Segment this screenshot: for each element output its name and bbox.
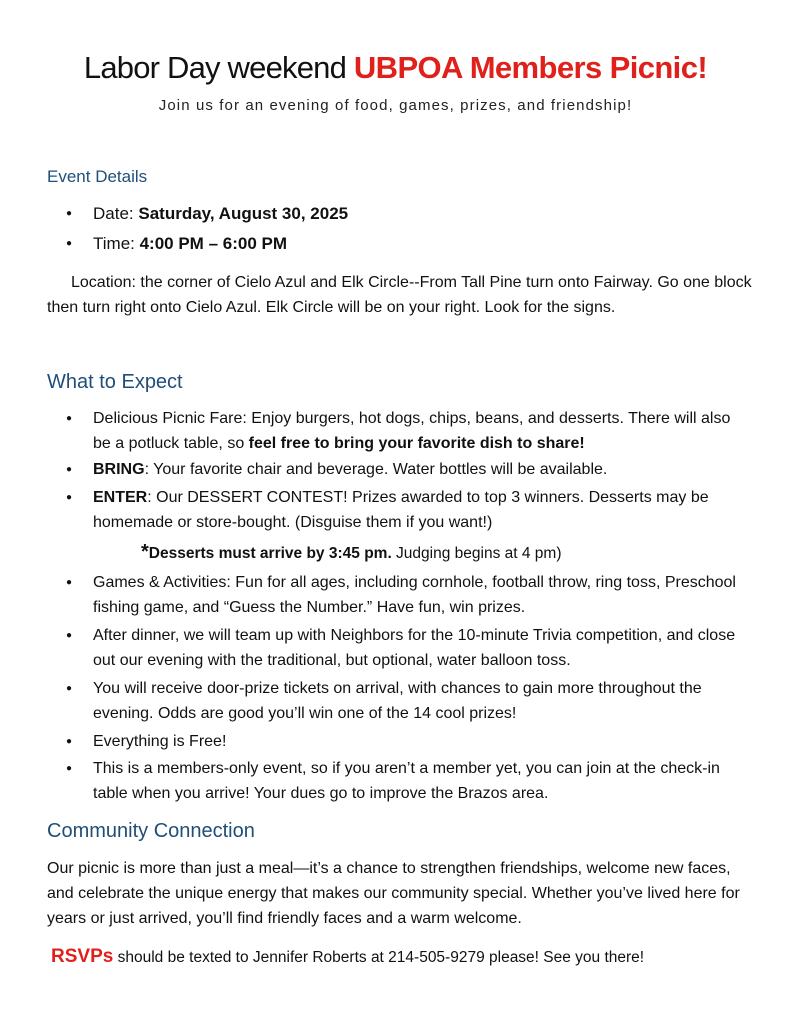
list-item-time bbox=[66, 231, 743, 256]
note-bold: Desserts must arrive by 3:45 pm. bbox=[148, 545, 392, 562]
title-highlight: UBPOA Members Picnic! bbox=[353, 50, 708, 85]
subtitle: Join us for an evening of food, games, prizes, and friendship! bbox=[158, 97, 633, 114]
note-star: * bbox=[141, 541, 149, 563]
list-item-enter bbox=[66, 485, 743, 535]
event-details-heading: Event Details bbox=[47, 167, 148, 186]
list-item-free bbox=[66, 729, 743, 754]
rsvp-line bbox=[51, 944, 644, 971]
community-heading: Community Connection bbox=[47, 820, 255, 842]
location-paragraph: Location: the corner of Cielo Azul and Elk Circle--From Tall Pine turn onto Fairway. Go one block then turn right onto Cielo Azul. Elk Circle will be on your right. Look for the signs. bbox=[47, 274, 752, 316]
dessert-note bbox=[141, 540, 562, 566]
free-text: ● Everything is Free! bbox=[93, 733, 227, 750]
time-value: 4:00 PM – 6:00 PM bbox=[139, 234, 287, 253]
enter-text: : Our DESSERT CONTEST! Prizes awarded to top 3 winners. Desserts may be homemade or store-bought. (Disguise them if you want!) bbox=[93, 489, 709, 531]
bring-text: : Your favorite chair and beverage. Water bottles will be available. bbox=[144, 461, 608, 478]
date-label: Date: bbox=[93, 204, 139, 223]
time-label: Time: bbox=[93, 234, 140, 253]
bring-bold: BRING bbox=[93, 461, 145, 478]
list-item-bring bbox=[66, 457, 743, 482]
members-text: ● This is a members-only event, so if you aren’t a member yet, you can join at the check-in table when you arrive! Your dues go to improve the Brazos area. bbox=[93, 760, 720, 802]
rsvp-text: should be texted to Jennifer Roberts at 214-505-9279 please! See you there! bbox=[113, 949, 645, 966]
list-item-door-prizes bbox=[66, 676, 743, 726]
date-value: Saturday, August 30, 2025 bbox=[138, 204, 349, 223]
community-paragraph: Our picnic is more than just a meal—it’s a chance to strengthen friendships, welcome new faces, and celebrate the unique energy that makes our community special. Whether you’ve lived here for years or just arrived, you’ll find friendly faces and a warm welcome. bbox=[47, 860, 740, 927]
enter-bold: ENTER bbox=[93, 489, 148, 506]
list-item-date bbox=[66, 201, 743, 226]
door-prizes-text: ● You will receive door-prize tickets on arrival, with chances to gain more throughout the evening. Odds are good you’ll win one of the 14 cool prizes! bbox=[93, 680, 702, 722]
list-item-members bbox=[66, 756, 743, 806]
title-plain: Labor Day weekend bbox=[83, 50, 354, 85]
trivia-text: ● After dinner, we will team up with Neighbors for the 10-minute Trivia competition, and close out our evening with the traditional, but optional, water balloon toss. bbox=[93, 627, 736, 669]
rsvp-label: RSVPs bbox=[51, 946, 114, 967]
list-item-games bbox=[66, 570, 743, 620]
what-to-expect-heading: What to Expect bbox=[47, 371, 183, 393]
list-item-food bbox=[66, 406, 743, 456]
list-item-trivia bbox=[66, 623, 743, 673]
page-title bbox=[0, 50, 791, 86]
food-bold: feel free to bring your favorite dish to share! bbox=[248, 435, 585, 452]
note-text: Judging begins at 4 pm) bbox=[391, 545, 562, 562]
games-text: ● Games & Activities: Fun for all ages, including cornhole, football throw, ring toss, Preschool fishing game, and “Guess the Number.” Have fun, win prizes. bbox=[93, 574, 736, 616]
food-text: Delicious Picnic Fare: Enjoy burgers, hot dogs, chips, beans, and desserts. There will also be a potluck table, so bbox=[93, 410, 731, 452]
